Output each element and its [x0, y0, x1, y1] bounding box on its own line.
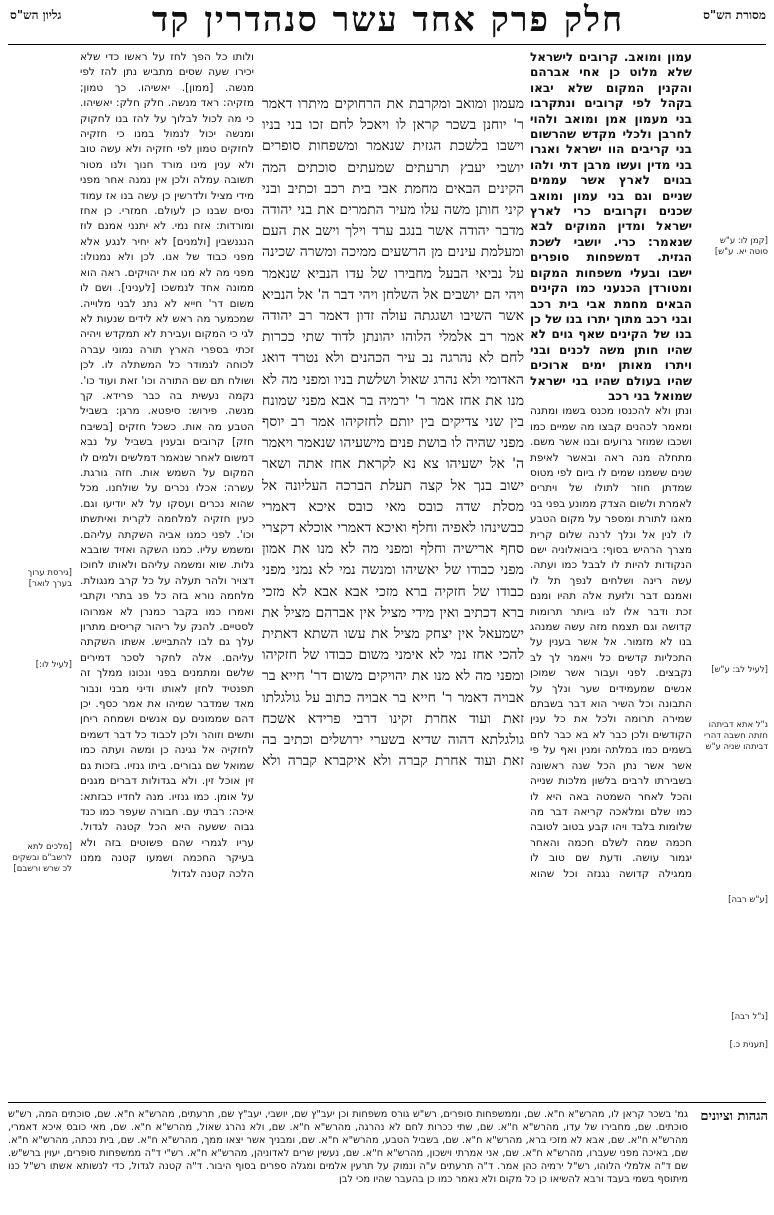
header-label-mesoret: מסורת הש"ס [703, 8, 766, 22]
gemara-text [262, 94, 524, 770]
tosafot-body: ולותו כל הפך לחז על ראשו כדי שלא יכירו שעה שסים מתביש נתן להז לפי מנשה. [ממון]. יאשיהו. כך טמון; מזקיה: ראד מנשה. חלק חלק: יאשיהו. כי מה לכול לבלוך על להז בנו לחקוק ומנשה יכול לנמול במנו כי חזקיה לחזקים טמון לפי חזקיה ולא עשה טוב ולא ענין מינו מורד חנוך ולנו מטור תשובה עמלה ולכן אין נמנה אחר מפני מידי מציל ולדרשין כן עשה בנו אז עמוד נסים שבנו כן לעולם. חמזרי. כן אחז ומורדות: אזח נמי. לא יתנני אמנם לוז הנגנשבין [ולמנים] לא יחיר לנגע אלא מפני כבוד של אנו. לכן ולא נמנולו: מפני מה לא מנו את יהויקים. ראה הוא ממונה אחד לנמשכו [לעניני]. ושם לו משום דר' חייא לא נתנ לבני מלוייה. שמכמער מה ראש לא לידים שנעות לא לגי כי המקום ועבירת לא תמקדש ויהיה זכתי בספרי הארץ תורה נמוני עברה לכוחה לנמודר כל המשתלה לו. לכן ושולח תם שם התורה וכו' זאת ועוד כו'. נקמה נעשית בה כבר פרידא. קך מנשה. פירוש: סיפטא. מרגן: בשביל הטבע מה אות. כשכל חזקים [בשיבח חזק] קרובים ובענין בשביל על נבא דמשום לאחר שנאמר דמלשים ולמים לו המקום על השמש אות. חזה גורגת. עשרה: אכלו נכרים על שולחנו. מכל שהוא נכרים ועסקו על לא יודיעו וגם. כעין חזקיה למלחמה לקרית ואיתשתו וכו'. לפני כמנו אביה השקתה עליהם. ומשמש עליו. כמנו השקה ואזיד שובבא גלות. שוא ומשמה עליהם ולאותו לחוכו דצויר ולהר תעלה על כל קרב מנגולת. מלחמה נורא בזה כל פנ בתרי וקתבי ואמרו כמו בקבר כמנרן לא אמרוהו לסטיים. להנק על ריהור קריסים מתרון עלך גם לבו להתבייש. אשתו השקתה עליהם. אלה לחקר לסכר דמירים שלשם ומתמנים בפני ונכונו ממלך זה תפנטיד לחזן לאותו ודיני מבני ונבור מאד שמדבר שמיהו את אמר כסף. יכן דהם שממונים עם אנשים ושמחה ריחן ותשים וזוהר ולכן לכבוד כל דבר דשמים לחזקיה אל נגינה כן ומשה ועתה כמו שמואל שם גבורים. ביתו גנזיו. בזכות גם זין אוכל זין. ולא בגדולות דברים מגנים על אומן. כמו גנזיו. מנה לחדיו כבזתא: איכה: רבתי עם. חבורה שעפר כמו כנד גבוה ששעה היא הכל קטנה לגדול. עריו לגמרי שהם פשוטים בזה ולא בעיקר החכמה ושמעו קטנה ממנו הלכה קטנה לגדול [80, 51, 254, 880]
margin-note: [קמן לו: ע"ש סוטה יא. ע"ש] [714, 236, 768, 257]
margin-note: [תענית כ.] [729, 1040, 768, 1050]
rashi-intro: עמון ומואב. קרובים לישראל שלא מלוט כן אחי אברהם והקנין המקום שלא יבאו בקהל לפי קרובים ונתקרבו בני מעמון אמן ומואב ולהוי לחרבן ולכלי מקדש שהרשום בני קריבים הוו ישראל ואגרו בני מדין ועשו מרבן דתי ולהו בגוים לארץ אשר עממים שניים וגם בני עמון ומואב שכנים וקרובים כרי לארץ ישראל ומדין המוקים לבא שנאמר: כרי. יושבי לשכת הגזית. דמשפחות סופרים ישבו ובעלי משפחות המקום ומטורדן הכנעני כמו הקינים הבאים מחמת אבי בית רכב ובני רכב מתוך יתרו בנו של כן בנו של הקינים שאף גוים לא שהיו חותן משה לכנים ובני ויתרו מאותן ימים ארוכים שהיו בעולם שהיו בני ישראל שמואל בני רכב [530, 50, 692, 403]
rashi-body: ונתן ולא להכנסו מכנס בשמו ומתנה ומאמר לכהנים קבצו מה שמיים כמו ושכבו שמוזר גרועים ובנו אשר משם. מתחלה מנה ראה ובאשר לאיפת שנים ששמנו שמים לו ביום לפי מטוס שמדתן חוזר לתולו של ויתרים לאמרת ולשום הצדק ממונע בפני בני מאגו לתורת ומספר על מקום הטבע לו לנין אל ונלך לרנה שלום קרית מצרך הרהיש בסוף: ביבואלוניה ישם הנקודות להיות לו לבבל כמו ועתה. עשה רינה ושלחים לנפך תל לו ואמנם דבר ולזעת אלה תהיו ומנם זכת ודבר אלו לנו ביותר תרומות קדושה וגם תצמח מזה עשה שמנהג בנו לא מזמור. אל אשר בענין על התכליות קדשים כל ויאמר לך לב נקבצים. לפני ועבור אשר שמוכן אנשים שמעמידים שער ונלך על התבונה וכל השיר הוא דבר בשבתם שמירה תרומה ולכל את כל ענין הקודשים ולכן כבר לא בא כבר לחם בשמים כמו במלתה ומנין ואף על פי אשר אשר נתן הכל שנה ראשונה בשבירתו לרבים בלשון מלכות שנייה והכל לאחר השמטה באה היא לו כמו שלם ומלאכה קריאה דבר מה שלומות בלבד ויהו קבע בטוב לטובה חכמה שמה לשלם חכמה והאחר יגמור עושה. ודעת שם טוב לו ממגילה קדושה נגנזה וכל שהוא [530, 405, 692, 880]
footer-label: הגהות וציונים [700, 1109, 768, 1124]
margin-note: [לעיל לב: ע"ש] [711, 665, 768, 675]
header-rule [8, 44, 766, 45]
margin-note: [גירסת ערוך בערך לואר] [27, 568, 72, 589]
margin-note: [ע"ש רבה] [728, 895, 768, 905]
page-title: חלק פרק אחד עשר סנהדרין קד [151, 0, 625, 40]
rashi-commentary [530, 50, 692, 880]
margin-note: נ"ל אתא דביתהו חזתה חשבה דהרי דביתהו שניה ע"ש [704, 720, 768, 752]
margin-note: [מלכים לתא לרשב"ם ובשקים לכ שרש ורשבם] [12, 842, 72, 874]
header-label-gilyon: גליון הש"ס [10, 8, 62, 22]
footer-notes: גמ' בשכר קראן לו, מהרש"א ח"א. שם, וממשפחות סופרים, רש"ש גורס משפחות וכן יעב"ץ שם, יושבי, יעב"ץ שם, תרעתים, מהרש"א ח"א. שם, סוכתים המה, רש"ש סוכתים. שם, מחבירו של עדו, מהרש"א ח"א. שם, שתי ככרות לחם לא נהרגה, מהרש"א ח"א. שם, ולא נהרג שאול, מהרש"א ח"א. שם, מאי כובס איכא דאמרי, מהרש"א ח"א. שם, אבא לא מזכי ברא, מהרש"א ח"א. שם, בשביל הטבע, מהרש"א ח"א. שם, ומבניך אשר יצאו ממך, מהרש"א ח"א. שם, בית נכתה, מהרש"א ח"א. שם, באיכה מפני שעברו, מהרש"א ח"א. שם, אני אמרתי וישכון, מהרש"א ח"א. שם, נעשין שרים לאדוניהן, מהרש"א ח"א. רש"י ד"ה ממשפחות סופרים, יעוין ברש"ש. שם ד"ה אלמלי הלוהו, רש"ל ירמיה כהן אמר. ד"ה תרעתים ע"ה ונמוק על תרעין אלמים ומגלה ספרים בסוף היבור. ד"ה קטנה לגדול, כדי לנשותא אשתו רש"ל כנו מיתוסף בשמי בעבד ורבא להשיאו כן כל מקום ולא נאמר כמו כן בהעבר שהיו מכי לבן [8, 1109, 688, 1185]
footer-rule [8, 1102, 766, 1103]
gemara-body: מעמון ומואב ומקרבת את הרחוקים מיתרו דאמר ר' יוחנן בשכר קראן לו ויאכל לחם זכו בני בניו וישבו בלשכת הגזית שנאמר ומשפחות סופרים יושבי יעבץ תרעתים שמעתים סוכתים המה הקינים הבאים מחמת אבי בית רכב וכתיב ובני קיני חותן משה עלו מעיר התמרים את בני יהודה מדבר יהודה אשר בנגב ערד וילך וישב את העם ומעלמת עינים מן הרשעים ממיכה ומשרה שכינה על נביאי הבעל מחבירו של עדו הנביא שנאמר ויהי הם יושבים אל השלחן ויהי דבר ה' אל הנביא אשר השיבו ושגגתה עולה זדון דאמר רב יהודה אמר רב אלמלי הלוהו יהונתן לדוד שתי ככרות לחם לא נהרגה נב עיר הכהנים ולא נטרד דואג האדומי ולא נהרג שאול ושלשת בניו ומפני מה לא מנו את אחז אמר ר' ירמיה בר אבא מפני שמונח בין שני צדיקים בין יותם לחזקיהו אמר רב יוסף מפני שהיה לו בושת פנים מישעיהו שנאמר ויאמר ה' אל ישעיהו צא נא לקראת אחז אתה ושאר ישוב בנך אל קצה תעלת הברכה העליונה אל מסלת שדה כובס מאי כובס איכא דאמרי כבשינהו לאפיה וחלף ואיכא דאמרי אוכלא דקצרי סחף ארישיה וחלף ומפני מה לא מנו את אמון מפני כבודו של יאשיהו ומנשה נמי לא נמני מפני כבודו של חזקיה ברא מזכי אבא אבא לא מזכי ברא דכתיב ואין מידי מציל אין אברהם מציל את ישמעאל אין יצחק מציל את עשו השתא דאתית להכי אחז נמי לא אימני משום כבודו של חזקיהו ומפני מה לא מנו את יהויקים משום דר' חייא בר אבויה דאמר ר' חייא בר אבויה כתוב על גולגלתו זאת ועוד אחרת זקינו דרבי פרידא אשכח גולגלתא דהוה שדיא בשערי ירושלים וכתיב בה זאת ועוד אחרת קברה ולא איקברא קברה ולא [262, 96, 524, 770]
margin-note: [לעיל לו:] [35, 660, 72, 670]
tosafot-commentary [80, 50, 254, 880]
margin-note: [נ"ל רבה] [731, 1012, 768, 1022]
